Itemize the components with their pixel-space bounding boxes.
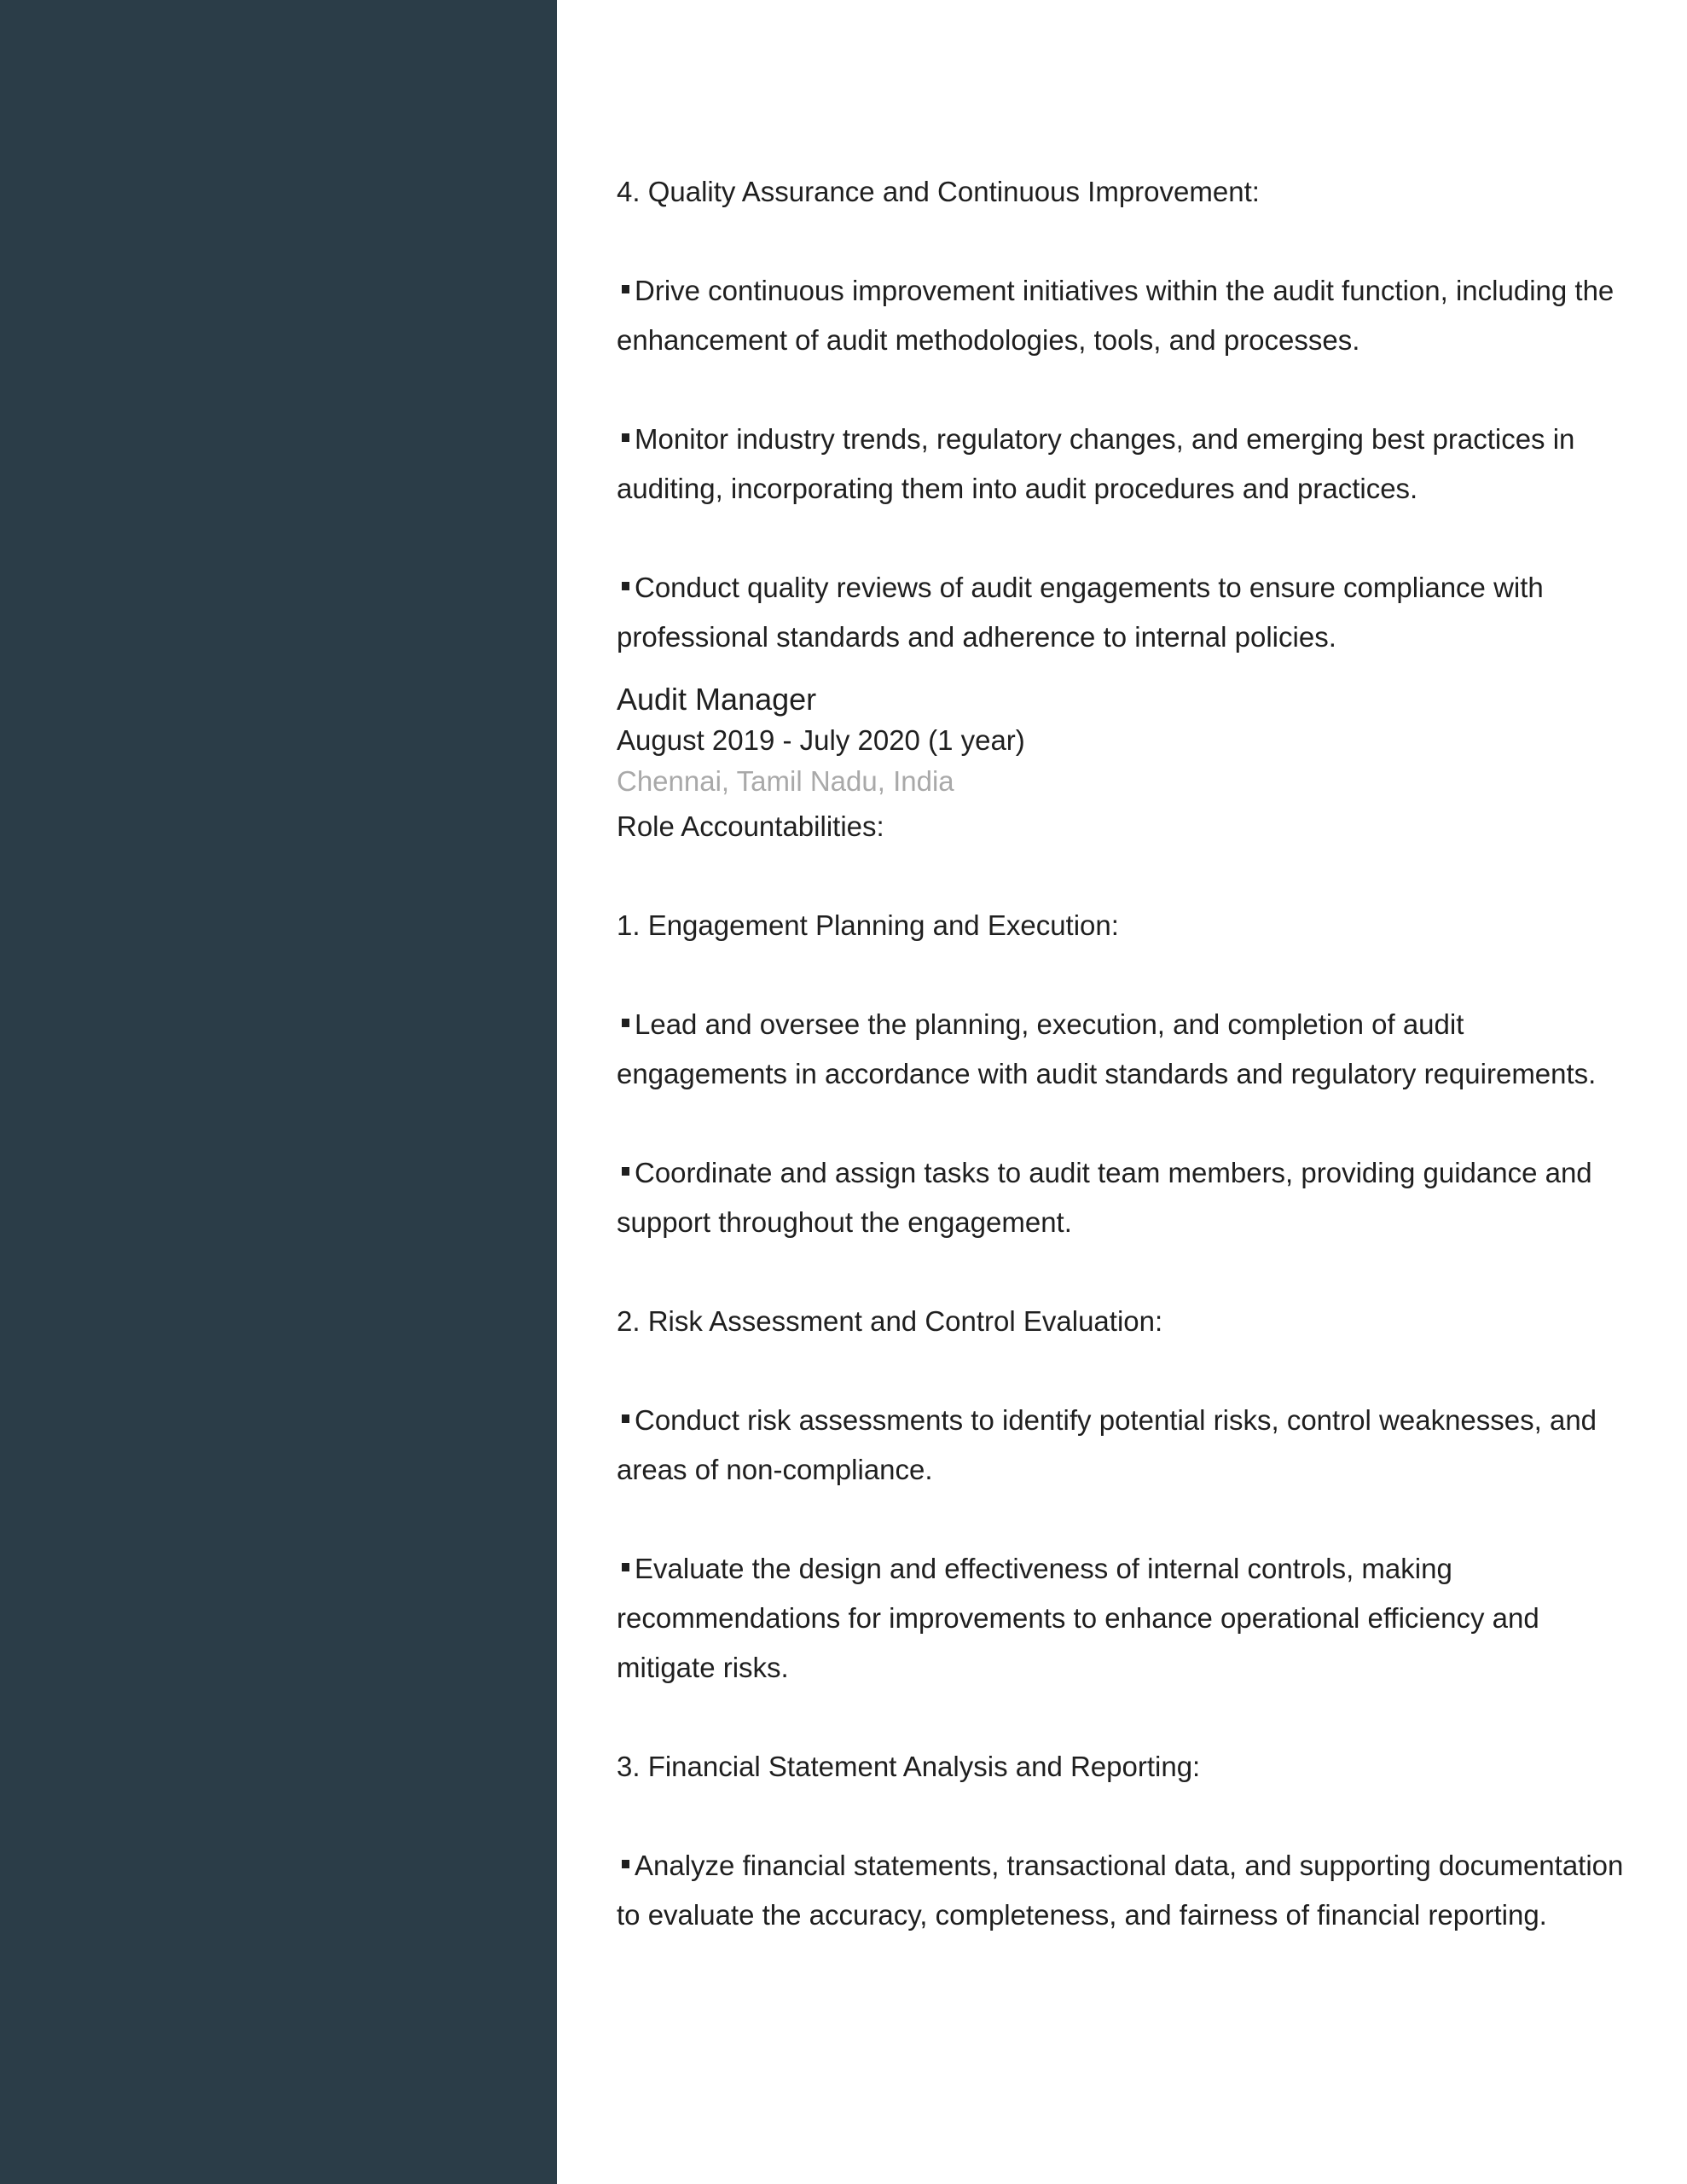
bullet-square-icon	[622, 1167, 629, 1176]
job-dates: August 2019 - July 2020 (1 year)	[617, 724, 1025, 756]
bullet-item	[617, 266, 1640, 365]
bullet-square-icon	[622, 1563, 629, 1571]
bullet-square-icon	[622, 582, 629, 590]
sidebar-panel	[0, 0, 557, 2184]
section-heading: 4. Quality Assurance and Continuous Improvement:	[617, 176, 1260, 207]
bullet-text: Lead and oversee the planning, execution, and completion of audit engagements in accordance with audit standards and regulatory requirements.	[617, 1008, 1597, 1089]
section-heading: 3. Financial Statement Analysis and Reporting:	[617, 1751, 1201, 1782]
job-title: Audit Manager	[617, 682, 817, 717]
bullet-text: Coordinate and assign tasks to audit team members, providing guidance and support throughout the engagement.	[617, 1157, 1592, 1238]
bullet-square-icon	[622, 1860, 629, 1868]
role-accountabilities-label: Role Accountabilities:	[617, 810, 884, 842]
section-heading: 2. Risk Assessment and Control Evaluation:	[617, 1305, 1163, 1337]
bullet-square-icon	[622, 285, 629, 293]
section-heading: 1. Engagement Planning and Execution:	[617, 909, 1119, 941]
job-location: Chennai, Tamil Nadu, India	[617, 765, 954, 797]
bullet-square-icon	[622, 1019, 629, 1027]
bullet-item	[617, 1148, 1640, 1247]
bullet-square-icon	[622, 433, 629, 442]
bullet-item	[617, 1000, 1640, 1099]
bullet-text: Drive continuous improvement initiatives within the audit function, including the enhancement of audit methodologies, tools, and processes.	[617, 275, 1615, 356]
job-entry	[617, 679, 1640, 802]
bullet-item	[617, 1396, 1640, 1495]
bullet-item	[617, 1841, 1640, 1940]
bullet-text: Conduct quality reviews of audit engagements to ensure compliance with professional standards and adherence to internal policies.	[617, 572, 1544, 653]
bullet-item	[617, 1544, 1640, 1693]
bullet-square-icon	[622, 1414, 629, 1423]
bullet-text: Monitor industry trends, regulatory changes, and emerging best practices in auditing, incorporating them into audit procedures and practices.	[617, 423, 1575, 504]
bullet-item	[617, 563, 1640, 662]
bullet-item	[617, 415, 1640, 514]
bullet-text: Evaluate the design and effectiveness of internal controls, making recommendations for improvements to enhance operational efficiency and mitigate risks.	[617, 1553, 1539, 1683]
resume-content	[617, 167, 1640, 1940]
bullet-text: Conduct risk assessments to identify potential risks, control weaknesses, and areas of non-compliance.	[617, 1404, 1597, 1485]
bullet-text: Analyze financial statements, transactional data, and supporting documentation to evaluate the accuracy, completeness, and fairness of financial reporting.	[617, 1850, 1624, 1931]
